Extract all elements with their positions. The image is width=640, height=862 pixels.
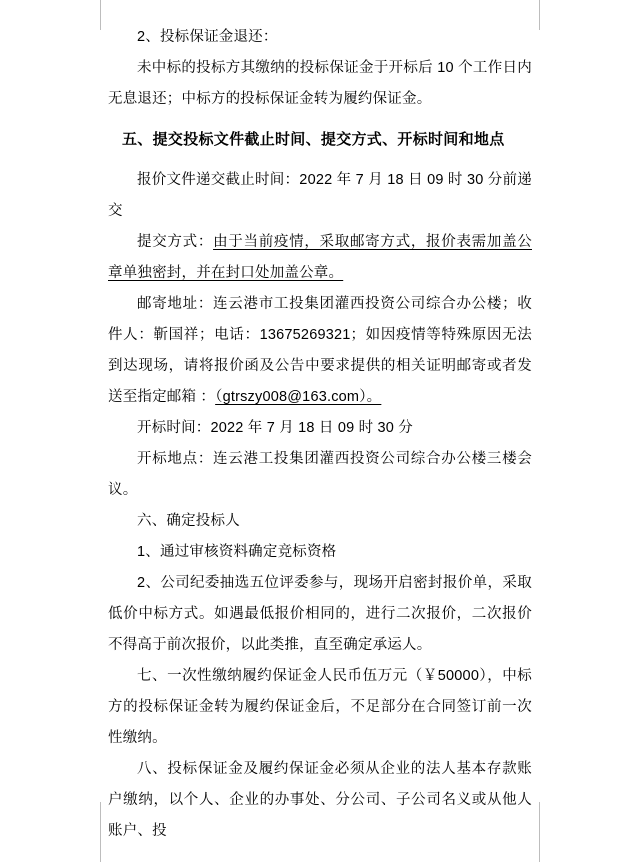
mailing-address-text: 邮寄地址：连云港市工投集团灌西投资公司综合办公楼；收件人：靳国祥；电话：13675269321；如因疫情等特殊原因无法到达现场，请将报价函及公告中要求提供的相关证明邮寄或者发送至指定邮箱 ：	[108, 296, 532, 405]
submission-method-text: 由于当前疫情，采取邮寄方式，报价表需加盖公章单独密封，并在封口处加盖公章。	[108, 234, 532, 281]
paragraph-section-seven: 七、一次性缴纳履约保证金人民币伍万元（￥50000），中标方的投标保证金转为履约保证金后，不足部分在合同签订前一次性缴纳。	[108, 668, 532, 746]
paragraph-submission-method	[108, 227, 532, 289]
submission-method-label: 提交方式：	[137, 234, 214, 250]
paragraph-bid-opening-time: 开标时间：2022 年 7 月 18 日 09 时 30 分	[137, 420, 413, 436]
paragraph-bid-bond-refund-title: 2、投标保证金退还：	[137, 29, 278, 45]
paragraph-mailing-address	[108, 289, 532, 413]
crop-mark-top-left	[100, 0, 101, 30]
paragraph-bid-opening-place: 开标地点：连云港工投集团灌西投资公司综合办公楼三楼会议。	[108, 451, 532, 498]
document-body	[108, 22, 532, 847]
crop-mark-bottom-left	[100, 802, 101, 862]
paragraph-six-item-1: 1、通过审核资料确定竞标资格	[137, 544, 337, 560]
contact-email: （gtrszy008@163.com）。	[215, 389, 382, 405]
paragraph-bid-bond-refund-body: 未中标的投标方其缴纳的投标保证金于开标后 10 个工作日内无息退还；中标方的投标保证金转为履约保证金。	[108, 60, 532, 107]
heading-section-six: 六、确定投标人	[137, 513, 240, 529]
paragraph-six-item-2: 2、公司纪委抽选五位评委参与，现场开启密封报价单，采取低价中标方式。如遇最低报价相同的，进行二次报价，二次报价不得高于前次报价，以此类推，直至确定承运人。	[108, 575, 532, 653]
paragraph-section-eight: 八、投标保证金及履约保证金必须从企业的法人基本存款账户缴纳，以个人、企业的办事处、分公司、子公司名义或从他人账户、投	[108, 761, 532, 839]
paragraph-submission-deadline: 报价文件递交截止时间：2022 年 7 月 18 日 09 时 30 分前递交	[108, 172, 532, 219]
crop-mark-bottom-right	[539, 802, 540, 862]
heading-section-five: 五、提交投标文件截止时间、提交方式、开标时间和地点	[122, 131, 505, 148]
crop-mark-top-right	[539, 0, 540, 30]
